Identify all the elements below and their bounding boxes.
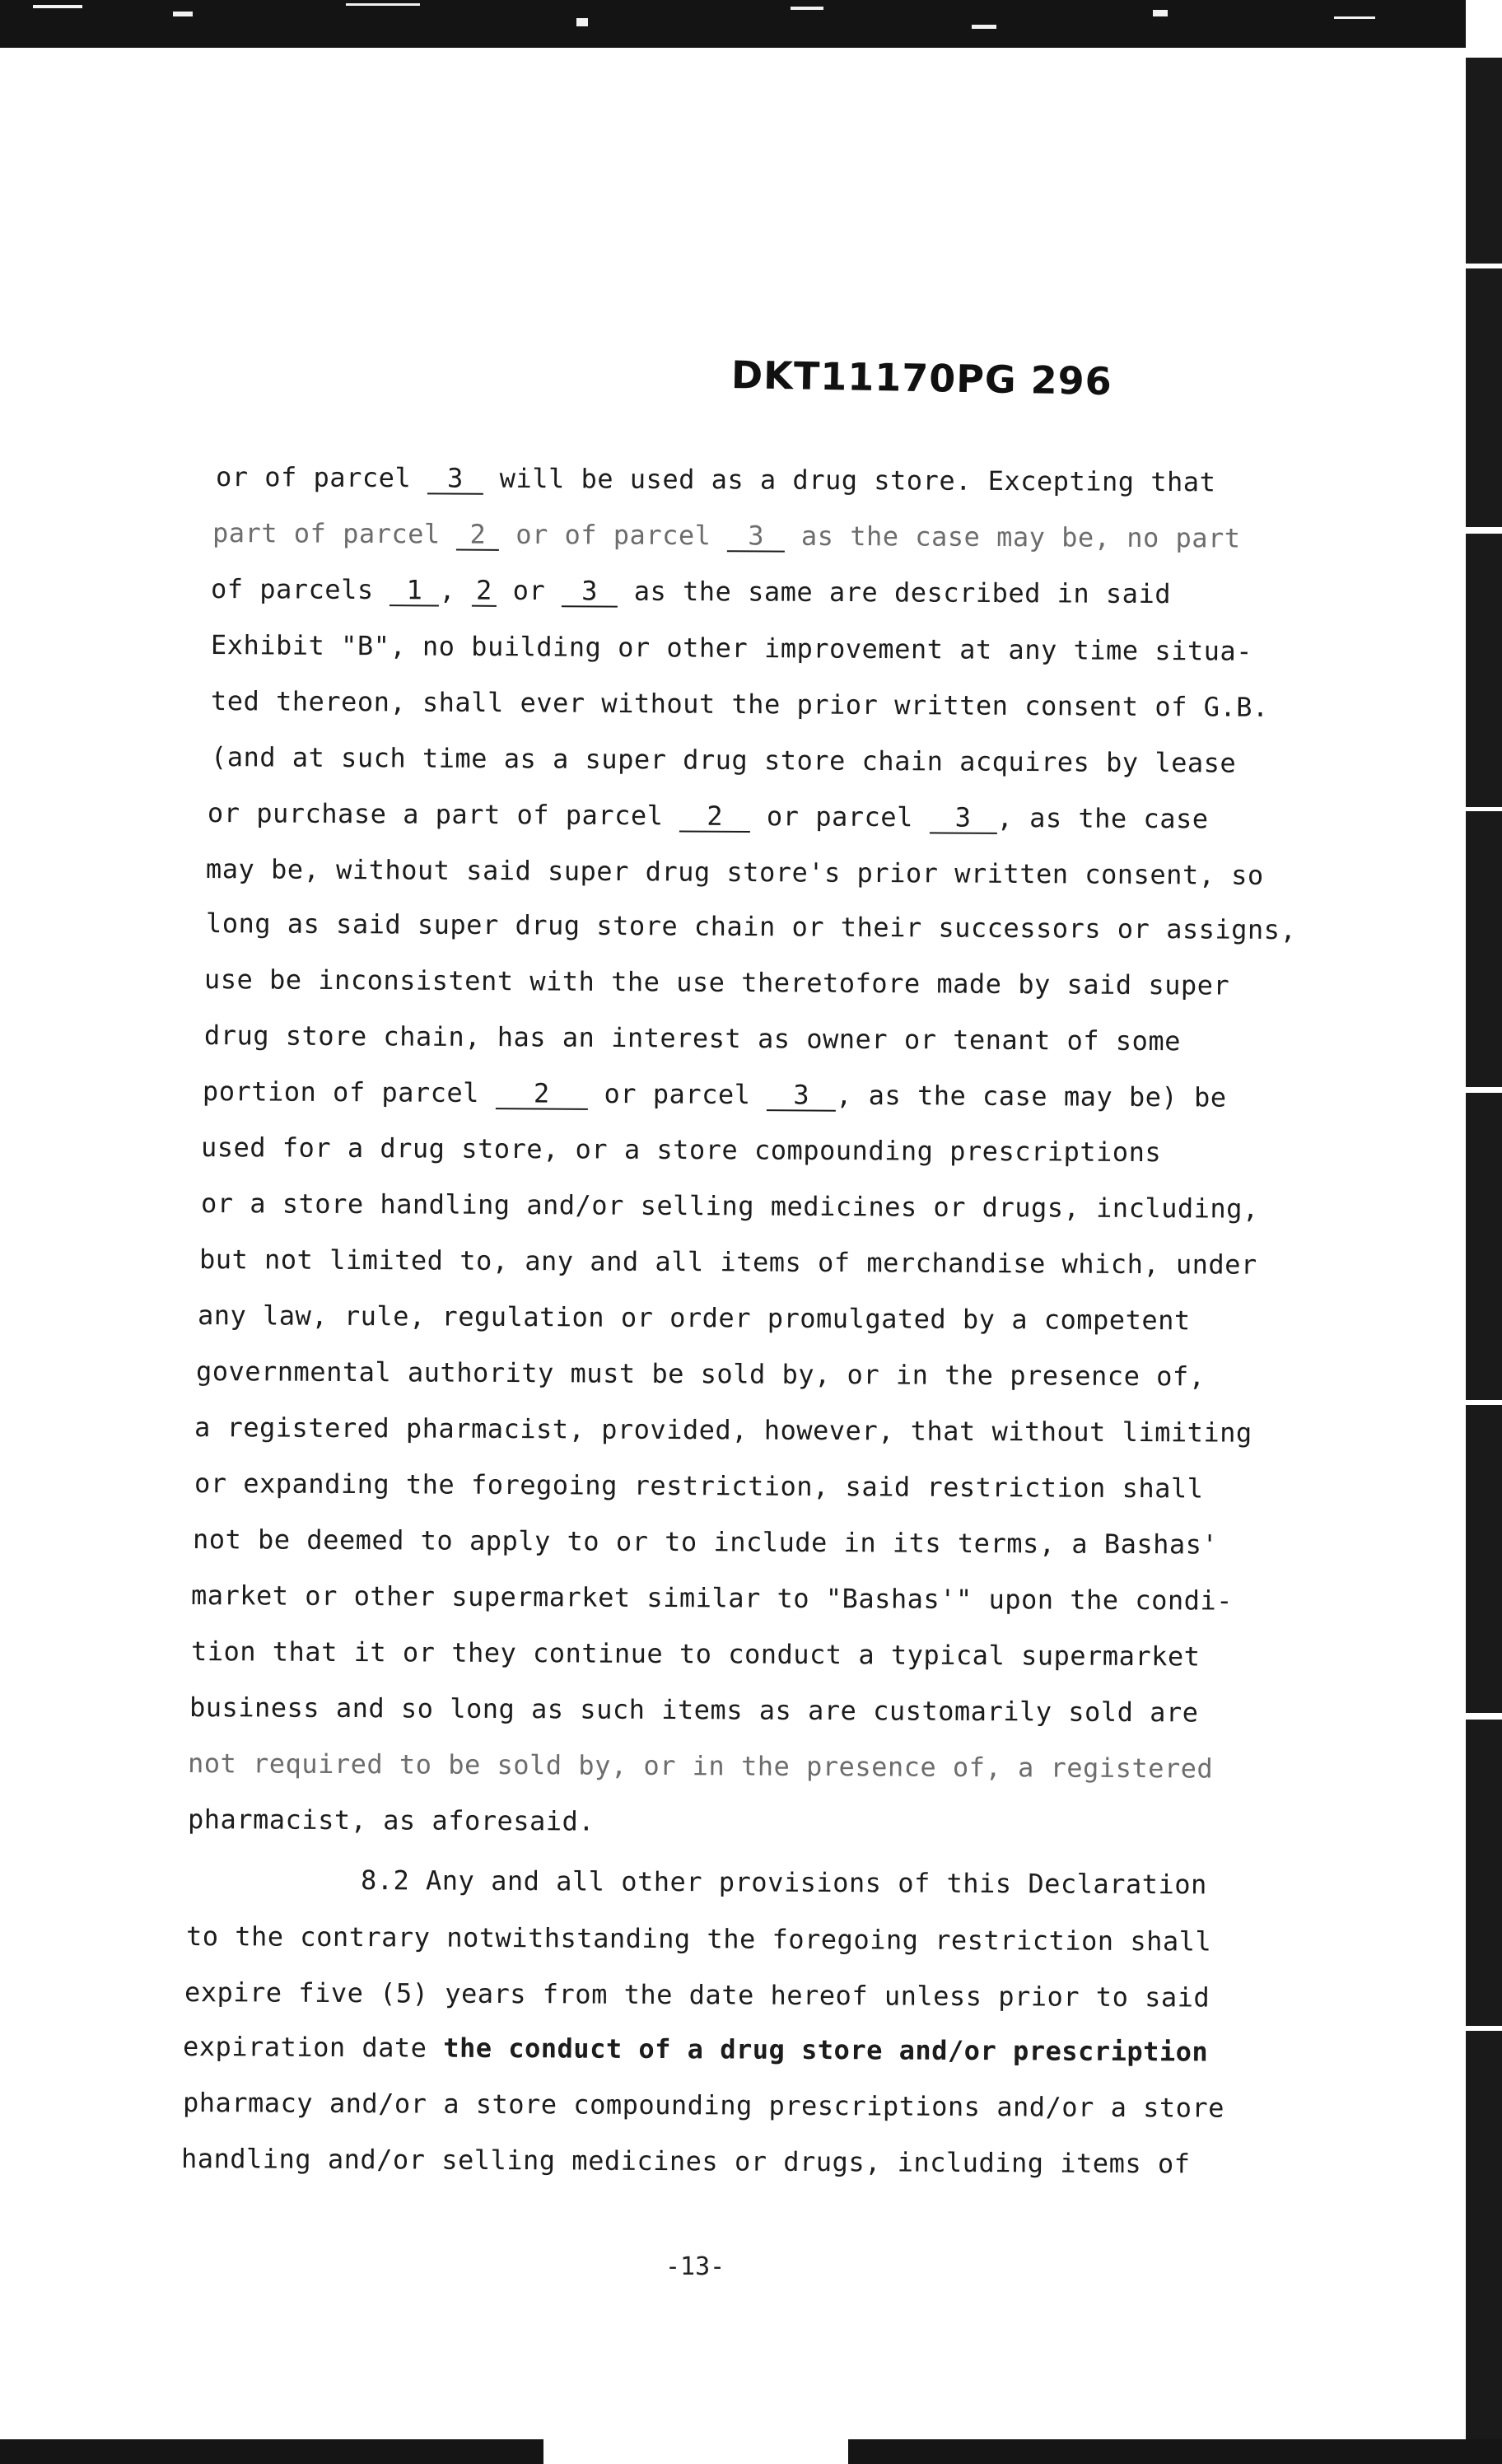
text-line xyxy=(203,1076,1227,1114)
text-segment: part of parcel xyxy=(212,517,457,550)
filled-blank: 3 xyxy=(427,464,483,495)
filled-blank: 3 xyxy=(727,521,785,553)
text-segment: handling and/or selling medicines or drugs, including items of xyxy=(180,2143,1191,2180)
filled-blank: 2 xyxy=(472,576,497,607)
text-line xyxy=(189,1692,1199,1728)
text-segment: but not limited to, any and all items of merchandise which, under xyxy=(198,1244,1257,1281)
text-segment: or of parcel xyxy=(499,518,728,552)
text-segment: of parcels xyxy=(210,573,390,606)
filled-blank: 1 xyxy=(389,576,439,607)
text-segment: as the same are described in said xyxy=(617,575,1172,610)
text-segment: or parcel xyxy=(587,1077,767,1111)
text-segment: drug store chain, has an interest as owner or tenant of some xyxy=(203,1020,1182,1057)
text-segment: to the contrary notwithstanding the foregoing restriction shall xyxy=(185,1920,1212,1958)
text-line xyxy=(211,741,1236,779)
text-segment: Exhibit "B", no building or other improvement at any time situa- xyxy=(210,629,1253,667)
text-segment: , xyxy=(439,574,473,606)
text-line xyxy=(194,1412,1252,1449)
text-segment: will be used as a drug store. Excepting that xyxy=(483,462,1216,498)
text-segment: or of parcel xyxy=(215,461,428,494)
text-line xyxy=(206,853,1264,891)
text-line xyxy=(183,2087,1224,2124)
text-line xyxy=(188,1804,595,1837)
text-segment: or purchase a part of parcel xyxy=(207,797,680,832)
text-segment: not required to be sold by, or in the presence of, a registered xyxy=(187,1748,1214,1785)
text-segment: as the case may be, no part xyxy=(785,520,1241,554)
text-segment: market or other supermarket similar to "Bashas'" upon the condi- xyxy=(190,1580,1234,1617)
text-line xyxy=(204,1020,1181,1057)
page-number: -13- xyxy=(665,2252,725,2281)
text-segment: expiration date xyxy=(182,2031,444,2064)
text-segment: portion of parcel xyxy=(202,1076,496,1109)
text-line xyxy=(212,517,1241,555)
text-line xyxy=(211,573,1171,610)
text-line xyxy=(181,2143,1191,2179)
filled-blank: 3 xyxy=(562,576,618,608)
text-line xyxy=(191,1580,1233,1617)
filled-blank: 2 xyxy=(456,520,499,551)
text-segment: any law, rule, regulation or order promulgated by a competent xyxy=(197,1300,1191,1337)
text-line xyxy=(211,629,1252,667)
text-segment: business and so long as such items as are customarily sold are xyxy=(189,1692,1199,1729)
filled-blank: 3 xyxy=(929,803,996,834)
text-line xyxy=(211,685,1269,723)
text-segment: not be deemed to apply to or to include in its terms, a Bashas' xyxy=(192,1524,1219,1561)
text-segment: or a store handling and/or selling medicines or drugs, including, xyxy=(200,1188,1259,1225)
text-line xyxy=(188,1748,1213,1785)
text-line xyxy=(193,1524,1218,1561)
text-line xyxy=(198,1300,1191,1336)
filled-blank: 2 xyxy=(496,1079,588,1110)
text-segment: , as the case may be) be xyxy=(836,1079,1227,1113)
text-segment: the conduct of a drug store and/or prescription xyxy=(443,2032,1209,2068)
text-line xyxy=(204,964,1229,1001)
text-segment: a registered pharmacist, provided, however, that without limiting xyxy=(194,1412,1252,1449)
text-segment: used for a drug store, or a store compounding prescriptions xyxy=(200,1132,1162,1169)
text-line xyxy=(184,1976,1210,2014)
text-segment: ted thereon, shall ever without the prior written consent of G.B. xyxy=(210,685,1269,723)
text-segment: may be, without said super drug store's prior written consent, so xyxy=(205,853,1264,891)
text-line xyxy=(199,1244,1257,1281)
text-segment: governmental authority must be sold by, or in the presence of, xyxy=(195,1356,1206,1393)
text-segment: 8.2 Any and all other provisions of this Declaration xyxy=(360,1864,1207,1901)
text-segment: pharmacist, as aforesaid. xyxy=(187,1804,595,1837)
text-line xyxy=(194,1468,1204,1504)
text-line xyxy=(191,1636,1201,1672)
text-segment: (and at such time as a super drug store chain acquires by lease xyxy=(210,741,1237,779)
text-segment: or parcel xyxy=(750,800,930,833)
text-line xyxy=(361,1864,1207,1900)
filled-blank: 2 xyxy=(679,802,750,833)
text-segment: or xyxy=(496,574,562,607)
text-segment: , as the case xyxy=(996,801,1209,835)
text-line xyxy=(201,1188,1259,1225)
text-segment: tion that it or they continue to conduct a typical supermarket xyxy=(190,1636,1201,1673)
text-line xyxy=(216,461,1216,499)
text-segment: long as said super drug store chain or their successors or assigns, xyxy=(205,908,1297,946)
text-segment: use be inconsistent with the use theretofore made by said super xyxy=(203,964,1230,1001)
text-line xyxy=(201,1132,1161,1168)
text-segment: pharmacy and/or a store compounding prescriptions and/or a store xyxy=(182,2087,1225,2124)
text-segment: or expanding the foregoing restriction, said restriction shall xyxy=(194,1468,1204,1505)
text-segment: expire five (5) years from the date hereof unless prior to said xyxy=(184,1976,1210,2014)
text-line xyxy=(208,797,1209,836)
text-line xyxy=(183,2031,1208,2068)
text-line xyxy=(196,1356,1206,1392)
text-line xyxy=(206,908,1297,945)
book-page-stamp: DKT11170PG 296 xyxy=(730,352,1113,404)
filled-blank: 3 xyxy=(767,1080,836,1112)
text-line xyxy=(186,1920,1211,1958)
